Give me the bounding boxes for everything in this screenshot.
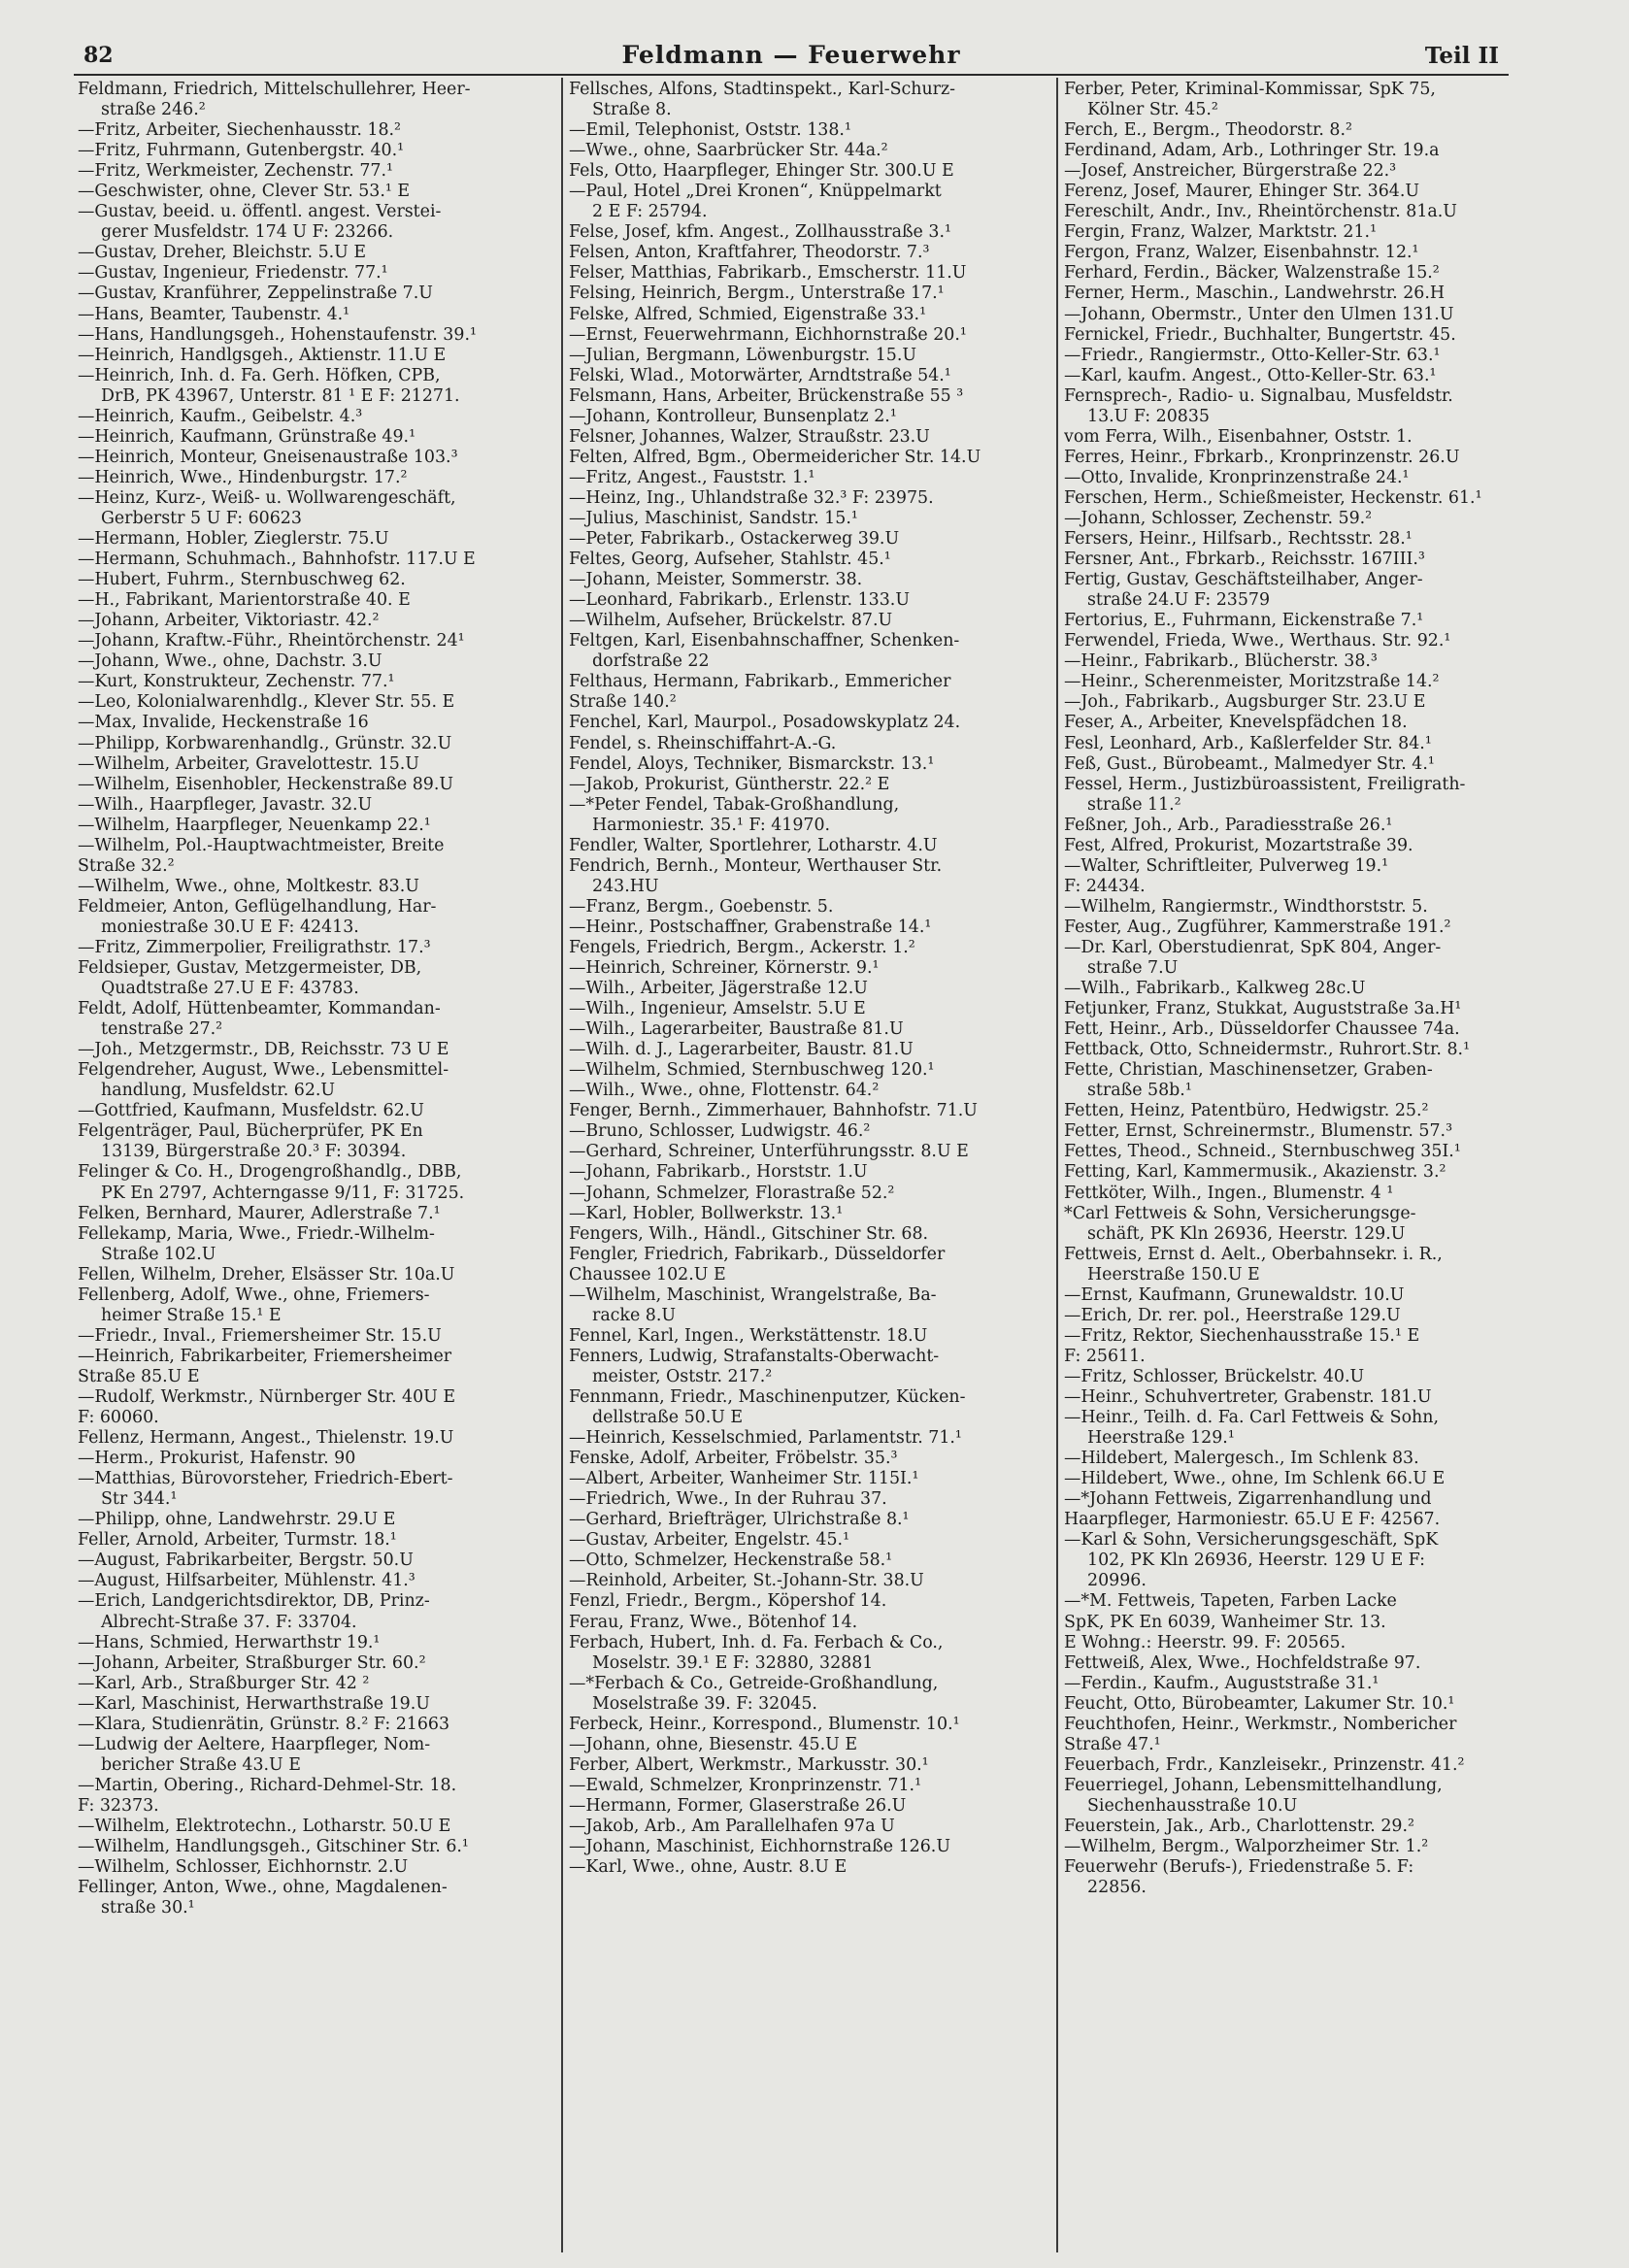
entry-line: —Martin, Obering., Richard-Dehmel-Str. 18.: [78, 1775, 457, 1795]
entry-line: —Johann, Meister, Sommerstr. 38.: [569, 570, 863, 590]
entry-line: Fettweiß, Alex, Wwe., Hochfeldstraße 97.: [1064, 1652, 1421, 1673]
entry-line: —Wilhelm, Pol.-Hauptwachtmeister, Breite: [78, 835, 445, 855]
entry-line: Fengler, Friedrich, Fabrikarb., Düsseldorfer: [569, 1244, 946, 1264]
entry-line: handlung, Musfeldstr. 62.U: [101, 1081, 336, 1101]
entry-line: —Johann, Obermstr., Unter den Ulmen 131.U: [1064, 304, 1454, 324]
entry-line: —Johann, Schmelzer, Florastraße 52.²: [569, 1183, 895, 1203]
entry-line: vom Ferra, Wilh., Eisenbahner, Oststr. 1.: [1064, 426, 1413, 447]
entry-line: —Gustav, Ingenieur, Friedenstr. 77.¹: [78, 263, 388, 284]
entry-line: —Ernst, Kaufmann, Grunewaldstr. 10.U: [1064, 1284, 1405, 1305]
entry-line: —Wwe., ohne, Saarbrücker Str. 44a.²: [569, 141, 888, 161]
entry-line: —Hans, Beamter, Taubenstr. 4.¹: [78, 304, 350, 324]
entry-line: —Fritz, Schlosser, Brückelstr. 40.U: [1064, 1366, 1365, 1386]
entry-line: Felgendreher, August, Wwe., Lebensmittel-: [78, 1060, 449, 1081]
entry-line: —Klara, Studienrätin, Grünstr. 8.² F: 21663: [78, 1714, 450, 1734]
entry-line: Straße 8.: [592, 100, 672, 120]
entry-line: Fendel, s. Rheinschiffahrt-A.-G.: [569, 733, 837, 753]
entry-line: Fenchel, Karl, Maurpol., Posadowskyplatz 24.: [569, 713, 961, 733]
entry-line: F: 32373.: [78, 1795, 159, 1816]
entry-line: —Heinrich, Wwe., Hindenburgstr. 17.²: [78, 467, 408, 487]
entry-line: Chaussee 102.U E: [569, 1264, 726, 1284]
entry-line: Fetter, Ernst, Schreinermstr., Blumenstr. 57.³: [1064, 1121, 1453, 1142]
entry-line: —Wilh., Lagerarbeiter, Baustraße 81.U: [569, 1019, 904, 1040]
entry-line: Straße 140.²: [569, 692, 677, 713]
entry-line: heimer Straße 15.¹ E: [101, 1305, 282, 1325]
entry-line: Straße 32.²: [78, 855, 175, 876]
entry-line: —Erich, Landgerichtsdirektor, DB, Prinz-: [78, 1591, 430, 1612]
entry-line: —*M. Fettweis, Tapeten, Farben Lacke: [1064, 1591, 1397, 1612]
entry-line: —Heinrich, Fabrikarbeiter, Friemersheimer: [78, 1346, 452, 1366]
entry-line: Felinger & Co. H., Drogengroßhandlg., DBB,: [78, 1162, 462, 1183]
entry-line: Fellen, Wilhelm, Dreher, Elsässer Str. 10a.U: [78, 1264, 455, 1284]
entry-line: —Jakob, Prokurist, Güntherstr. 22.² E: [569, 774, 890, 794]
entry-line: Fengers, Wilh., Händl., Gitschiner Str. 68.: [569, 1223, 929, 1244]
entry-line: Straße 47.¹: [1064, 1734, 1161, 1754]
entry-line: —Gottfried, Kaufmann, Musfeldstr. 62.U: [78, 1101, 424, 1121]
entry-line: —*Johann Fettweis, Zigarrenhandlung und: [1064, 1489, 1432, 1510]
entry-line: Fenske, Adolf, Arbeiter, Fröbelstr. 35.³: [569, 1449, 898, 1469]
entry-line: Felske, Alfred, Schmied, Eigenstraße 33.¹: [569, 304, 927, 324]
entry-line: Felsing, Heinrich, Bergm., Unterstraße 17.¹: [569, 284, 945, 304]
entry-line: —Wilh., Wwe., ohne, Flottenstr. 64.²: [569, 1081, 880, 1101]
entry-line: Feldt, Adolf, Hüttenbeamter, Kommandan-: [78, 999, 441, 1019]
entry-line: Ferschen, Herm., Schießmeister, Heckenstr. 61.¹: [1064, 487, 1482, 508]
page-header: [74, 39, 1509, 78]
entry-line: Feldmeier, Anton, Geflügelhandlung, Har-: [78, 896, 437, 917]
entry-line: —Gustav, Kranführer, Zeppelinstraße 7.U: [78, 284, 433, 304]
entry-line: —Wilhelm, Haarpfleger, Neuenkamp 22.¹: [78, 815, 431, 835]
entry-line: straße 58b.¹: [1087, 1081, 1192, 1101]
entry-line: F: 24434.: [1064, 876, 1146, 896]
entry-line: Fergin, Franz, Walzer, Marktstr. 21.¹: [1064, 222, 1378, 243]
entry-line: Ferber, Albert, Werkmstr., Markusstr. 30.¹: [569, 1754, 929, 1775]
entry-line: —Paul, Hotel „Drei Kronen“, Knüppelmarkt: [569, 182, 942, 202]
entry-line: —Heinrich, Handlgsgeh., Aktienstr. 11.U E: [78, 345, 447, 365]
entry-line: Felsmann, Hans, Arbeiter, Brückenstraße 55 ³: [569, 385, 964, 406]
entry-line: —Karl, Maschinist, Herwarthstraße 19.U: [78, 1693, 430, 1714]
page-title: Feldmann — Feuerwehr: [621, 41, 961, 69]
entry-line: —Heinz, Ing., Uhlandstraße 32.³ F: 23975.: [569, 487, 934, 508]
entry-line: 13.U F: 20835: [1087, 406, 1210, 426]
entry-line: —Wilh., Haarpfleger, Javastr. 32.U: [78, 794, 373, 815]
entry-line: Ferhard, Ferdin., Bäcker, Walzenstraße 15.²: [1064, 263, 1440, 284]
entry-line: Fettback, Otto, Schneidermstr., Ruhrort.Str. 8.¹: [1064, 1040, 1471, 1060]
entry-line: —Hildebert, Malergesch., Im Schlenk 83.: [1064, 1449, 1419, 1469]
entry-line: —Fritz, Angest., Fauststr. 1.¹: [569, 467, 815, 487]
entry-line: —Matthias, Bürovorsteher, Friedrich-Ebert-: [78, 1469, 453, 1489]
entry-line: tenstraße 27.²: [101, 1019, 223, 1040]
entry-line: SpK, PK En 6039, Wanheimer Str. 13.: [1064, 1612, 1386, 1632]
entry-line: Feldmann, Friedrich, Mittelschullehrer, Heer-: [78, 80, 471, 99]
entry-line: —Wilh., Fabrikarb., Kalkweg 28c.U: [1064, 979, 1366, 999]
entry-line: —Johann, Arbeiter, Viktoriastr. 42.²: [78, 611, 380, 631]
entry-line: —Ludwig der Aeltere, Haarpfleger, Nom-: [78, 1734, 431, 1754]
entry-line: Feltes, Georg, Aufseher, Stahlstr. 45.¹: [569, 550, 891, 570]
entry-line: —Friedr., Inval., Friemersheimer Str. 15.U: [78, 1325, 442, 1346]
entry-line: —Heinrich, Kaufm., Geibelstr. 4.³: [78, 406, 363, 426]
entry-line: Felser, Matthias, Fabrikarb., Emscherstr. 11.U: [569, 263, 967, 284]
entry-line: —Johann, Fabrikarb., Horststr. 1.U: [569, 1162, 868, 1183]
entry-line: Quadtstraße 27.U E F: 43783.: [101, 979, 359, 999]
entry-line: Fereschilt, Andr., Inv., Rheintörchenstr. 81a.U: [1064, 202, 1457, 222]
entry-line: —Otto, Invalide, Kronprinzenstraße 24.¹: [1064, 467, 1410, 487]
entry-line: Feß, Gust., Bürobeamt., Malmedyer Str. 4.¹: [1064, 753, 1435, 774]
entry-line: Fest, Alfred, Prokurist, Mozartstraße 39.: [1064, 835, 1413, 855]
entry-line: —Joh., Metzgermstr., DB, Reichsstr. 73 U E: [78, 1040, 449, 1060]
page-number: 82: [83, 43, 114, 68]
entry-line: Fergon, Franz, Walzer, Eisenbahnstr. 12.¹: [1064, 243, 1419, 263]
entry-line: PK En 2797, Achterngasse 9/11, F: 31725.: [101, 1183, 465, 1203]
entry-line: Moselstraße 39. F: 32045.: [592, 1693, 817, 1714]
entry-line: —Emil, Telephonist, Oststr. 138.¹: [569, 120, 851, 141]
entry-line: Fernsprech-, Radio- u. Signalbau, Musfeldstr.: [1064, 385, 1453, 406]
entry-line: Fette, Christian, Maschinensetzer, Graben-: [1064, 1060, 1433, 1081]
entry-line: Fellenz, Hermann, Angest., Thielenstr. 19.U: [78, 1428, 454, 1449]
entry-line: —Hans, Schmied, Herwarthstr 19.¹: [78, 1632, 381, 1652]
entry-line: —Johann, ohne, Biesenstr. 45.U E: [569, 1734, 858, 1754]
entry-line: DrB, PK 43967, Unterstr. 81 ¹ E F: 21271.: [101, 385, 460, 406]
entry-line: 243.HU: [592, 876, 659, 896]
entry-line: Fennmann, Friedr., Maschinenputzer, Kücken-: [569, 1387, 966, 1407]
entry-line: —Albert, Arbeiter, Wanheimer Str. 115I.¹: [569, 1469, 919, 1489]
entry-line: —Heinrich, Inh. d. Fa. Gerh. Höfken, CPB,: [78, 365, 441, 385]
entry-line: Ferbach, Hubert, Inh. d. Fa. Ferbach & Co.,: [569, 1632, 944, 1652]
entry-line: —Erich, Dr. rer. pol., Heerstraße 129.U: [1064, 1305, 1401, 1325]
entry-line: —Fritz, Fuhrmann, Gutenbergstr. 40.¹: [78, 141, 405, 161]
entry-line: —Rudolf, Werkmstr., Nürnberger Str. 40U E: [78, 1387, 456, 1407]
entry-line: —Fritz, Zimmerpolier, Freiligrathstr. 17.³: [78, 937, 431, 957]
entry-line: racke 8.U: [592, 1305, 677, 1325]
entry-line: —Karl & Sohn, Versicherungsgeschäft, SpK: [1064, 1530, 1439, 1551]
entry-line: —Johann, Arbeiter, Straßburger Str. 60.²: [78, 1652, 426, 1673]
entry-line: Fett, Heinr., Arb., Düsseldorfer Chaussee 74a.: [1064, 1019, 1460, 1040]
entry-line: straße 7.U: [1087, 958, 1179, 979]
entry-line: *Carl Fettweis & Sohn, Versicherungsge-: [1064, 1203, 1416, 1223]
entry-line: Fellinger, Anton, Wwe., ohne, Magdalenen-: [78, 1878, 448, 1898]
entry-line: —Wilhelm, Arbeiter, Gravelottestr. 15.U: [78, 753, 419, 774]
entry-line: Felken, Bernhard, Maurer, Adlerstraße 7.¹: [78, 1203, 441, 1223]
entry-line: Moselstr. 39.¹ E F: 32880, 32881: [592, 1652, 874, 1673]
entry-line: Gerberstr 5 U F: 60623: [101, 508, 302, 528]
entry-line: —Heinz, Kurz-, Weiß- u. Wollwarengeschäft,: [78, 487, 456, 508]
entry-line: Fellenberg, Adolf, Wwe., ohne, Friemers-: [78, 1284, 430, 1305]
entry-line: 20996.: [1087, 1571, 1147, 1591]
entry-line: —Max, Invalide, Heckenstraße 16: [78, 713, 369, 733]
entry-line: Fels, Otto, Haarpfleger, Ehinger Str. 300.U E: [569, 161, 954, 182]
entry-line: —Wilhelm, Wwe., ohne, Moltkestr. 83.U: [78, 876, 419, 896]
entry-line: —Wilhelm, Schlosser, Eichhornstr. 2.U: [78, 1857, 409, 1878]
entry-line: —Franz, Bergm., Goebenstr. 5.: [569, 896, 834, 917]
entry-line: 22856.: [1087, 1878, 1147, 1898]
entry-line: —Ernst, Feuerwehrmann, Eichhornstraße 20.¹: [569, 324, 967, 345]
entry-line: —Karl, Hobler, Bollwerkstr. 13.¹: [569, 1203, 844, 1223]
entry-line: —Hans, Handlungsgeh., Hohenstaufenstr. 39.¹: [78, 324, 477, 345]
entry-line: —Johann, Kraftw.-Führ., Rheintörchenstr. 24¹: [78, 631, 465, 651]
entry-line: —Johann, Schlosser, Zechenstr. 59.²: [1064, 508, 1373, 528]
entry-line: Fendler, Walter, Sportlehrer, Lotharstr. 4.U: [569, 835, 938, 855]
entry-line: Feltgen, Karl, Eisenbahnschaffner, Schenken-: [569, 631, 960, 651]
entry-line: Felsner, Johannes, Walzer, Straußstr. 23.U: [569, 426, 930, 447]
entry-line: —Walter, Schriftleiter, Pulverweg 19.¹: [1064, 855, 1389, 876]
entry-line: —Wilh. d. J., Lagerarbeiter, Baustr. 81.U: [569, 1040, 914, 1060]
entry-line: meister, Oststr. 217.²: [592, 1366, 773, 1386]
entry-line: Fellekamp, Maria, Wwe., Friedr.-Wilhelm-: [78, 1223, 435, 1244]
entry-line: —Gerhard, Schreiner, Unterführungsstr. 8.U E: [569, 1142, 969, 1162]
entry-line: —Gustav, Dreher, Bleichstr. 5.U E: [78, 243, 367, 263]
entry-line: —Herm., Prokurist, Hafenstr. 90: [78, 1449, 356, 1469]
entry-line: Straße 102.U: [101, 1244, 216, 1264]
entry-line: —Heinr., Schuhvertreter, Grabenstr. 181.U: [1064, 1387, 1432, 1407]
entry-line: —Hubert, Fuhrm., Sternbuschweg 62.: [78, 570, 406, 590]
entry-line: Feser, A., Arbeiter, Knevelspfädchen 18.: [1064, 713, 1408, 733]
entry-line: Fetjunker, Franz, Stukkat, Auguststraße 3a.H¹: [1064, 999, 1462, 1019]
entry-line: —Fritz, Rektor, Siechenhausstraße 15.¹ E: [1064, 1325, 1420, 1346]
entry-line: straße 24.U F: 23579: [1087, 590, 1271, 611]
entry-line: —Hermann, Schuhmach., Bahnhofstr. 117.U E: [78, 550, 476, 570]
entry-line: Ferch, E., Bergm., Theodorstr. 8.²: [1064, 120, 1352, 141]
entry-line: —Julian, Bergmann, Löwenburgstr. 15.U: [569, 345, 917, 365]
entry-line: Fetting, Karl, Kammermusik., Akazienstr. 3.²: [1064, 1162, 1446, 1183]
entry-line: Fessel, Herm., Justizbüroassistent, Freiligrath-: [1064, 774, 1466, 794]
entry-line: Fettköter, Wilh., Ingen., Blumenstr. 4 ¹: [1064, 1183, 1394, 1203]
entry-line: Ferwendel, Frieda, Wwe., Werthaus. Str. 92.¹: [1064, 631, 1451, 651]
entry-line: Felski, Wlad., Motorwärter, Arndtstraße 54.¹: [569, 365, 951, 385]
entry-line: —Heinr., Teilh. d. Fa. Carl Fettweis & Sohn,: [1064, 1408, 1439, 1428]
entry-line: —Heinrich, Monteur, Gneisenaustraße 103.³: [78, 447, 458, 467]
entry-line: Feuerriegel, Johann, Lebensmittelhandlung,: [1064, 1775, 1443, 1795]
entry-line: Feldsieper, Gustav, Metzgermeister, DB,: [78, 958, 422, 979]
entry-line: straße 246.²: [101, 100, 206, 120]
entry-line: Feuerbach, Frdr., Kanzleisekr., Prinzenstr. 41.²: [1064, 1754, 1465, 1775]
column-1: [78, 80, 551, 2254]
entry-line: Felse, Josef, kfm. Angest., Zollhausstraße 3.¹: [569, 222, 951, 243]
entry-line: —Friedrich, Wwe., In der Ruhrau 37.: [569, 1489, 887, 1510]
column-divider-1: [561, 78, 563, 2252]
entry-line: Siechenhausstraße 10.U: [1087, 1795, 1298, 1816]
entry-line: —August, Hilfsarbeiter, Mühlenstr. 41.³: [78, 1571, 416, 1591]
entry-line: —Johann, Maschinist, Eichhornstraße 126.U: [569, 1837, 950, 1857]
entry-line: dorfstraße 22: [592, 651, 710, 672]
entry-line: Fendrich, Bernh., Monteur, Werthauser Str.: [569, 855, 943, 876]
entry-line: —Heinr., Fabrikarb., Blücherstr. 38.³: [1064, 651, 1378, 672]
entry-line: F: 60060.: [78, 1408, 159, 1428]
entry-line: 102, PK Kln 26936, Heerstr. 129 U E F:: [1087, 1551, 1425, 1571]
entry-line: Fenzl, Friedr., Bergm., Köpershof 14.: [569, 1591, 887, 1612]
entry-line: —Ferdin., Kaufm., Auguststraße 31.¹: [1064, 1673, 1380, 1693]
entry-line: —H., Fabrikant, Marientorstraße 40. E: [78, 590, 411, 611]
entry-line: gerer Musfeldstr. 174 U F: 23266.: [101, 222, 394, 243]
entry-line: —*Ferbach & Co., Getreide-Großhandlung,: [569, 1673, 939, 1693]
entry-line: —Wilhelm, Elektrotechn., Lotharstr. 50.U E: [78, 1816, 451, 1836]
entry-line: Ferber, Peter, Kriminal-Kommissar, SpK 75,: [1064, 80, 1436, 99]
entry-line: —Gustav, Arbeiter, Engelstr. 45.¹: [569, 1530, 850, 1551]
entry-line: Feßner, Joh., Arb., Paradiesstraße 26.¹: [1064, 815, 1393, 835]
header-rule: [74, 74, 1509, 76]
entry-line: —Leo, Kolonialwarenhdlg., Klever Str. 55. E: [78, 692, 455, 713]
entry-line: —Josef, Anstreicher, Bürgerstraße 22.³: [1064, 161, 1397, 182]
entry-line: —Dr. Karl, Oberstudienrat, SpK 804, Anger-: [1064, 937, 1442, 957]
entry-line: Ferbeck, Heinr., Korrespond., Blumenstr. 10.¹: [569, 1714, 960, 1734]
entry-line: Albrecht-Straße 37. F: 33704.: [101, 1612, 357, 1632]
entry-line: —Ewald, Schmelzer, Kronprinzenstr. 71.¹: [569, 1775, 922, 1795]
entry-line: Fertorius, E., Fuhrmann, Eickenstraße 7.¹: [1064, 611, 1424, 631]
entry-line: Fengels, Friedrich, Bergm., Ackerstr. 1.²: [569, 937, 915, 957]
entry-line: straße 11.²: [1087, 794, 1181, 815]
entry-line: Fendel, Aloys, Techniker, Bismarckstr. 13.¹: [569, 753, 935, 774]
entry-line: 2 E F: 25794.: [592, 202, 708, 222]
entry-line: Feucht, Otto, Bürobeamter, Lakumer Str. 10.¹: [1064, 1693, 1455, 1714]
entry-line: Str 344.¹: [101, 1489, 178, 1510]
entry-line: Fenners, Ludwig, Strafanstalts-Oberwacht-: [569, 1346, 940, 1366]
entry-line: Haarpfleger, Harmoniestr. 65.U E F: 42567.: [1064, 1510, 1441, 1530]
entry-line: —Friedr., Rangiermstr., Otto-Keller-Str. 63.¹: [1064, 345, 1441, 365]
entry-line: Fester, Aug., Zugführer, Kammerstraße 191.²: [1064, 917, 1451, 937]
entry-line: —Johann, Kontrolleur, Bunsenplatz 2.¹: [569, 406, 897, 426]
entry-line: Ferner, Herm., Maschin., Landwehrstr. 26.H: [1064, 284, 1446, 304]
entry-line: —Wilh., Ingenieur, Amselstr. 5.U E: [569, 999, 866, 1019]
entry-line: —Fritz, Werkmeister, Zechenstr. 77.¹: [78, 161, 393, 182]
entry-line: —Karl, Wwe., ohne, Austr. 8.U E: [569, 1857, 848, 1878]
entry-line: —*Peter Fendel, Tabak-Großhandlung,: [569, 794, 900, 815]
entry-line: —Joh., Fabrikarb., Augsburger Str. 23.U E: [1064, 692, 1426, 713]
entry-line: Fersers, Heinr., Hilfsarb., Rechtsstr. 28.¹: [1064, 529, 1413, 550]
entry-line: Fetten, Heinz, Patentbüro, Hedwigstr. 25.²: [1064, 1101, 1429, 1121]
entry-line: Fennel, Karl, Ingen., Werkstättenstr. 18.U: [569, 1325, 928, 1346]
entry-line: Ferenz, Josef, Maurer, Ehinger Str. 364.U: [1064, 182, 1420, 202]
entry-line: —Kurt, Konstrukteur, Zechenstr. 77.¹: [78, 672, 395, 692]
entry-line: —Heinr., Scherenmeister, Moritzstraße 14.²: [1064, 672, 1440, 692]
entry-line: Ferau, Franz, Wwe., Bötenhof 14.: [569, 1612, 858, 1632]
entry-line: Feller, Arnold, Arbeiter, Turmstr. 18.¹: [78, 1530, 397, 1551]
entry-line: Ferres, Heinr., Fbrkarb., Kronprinzenstr. 26.U: [1064, 447, 1460, 467]
entry-line: Straße 85.U E: [78, 1366, 200, 1386]
entry-line: —Geschwister, ohne, Clever Str. 53.¹ E: [78, 182, 411, 202]
entry-line: —Peter, Fabrikarb., Ostackerweg 39.U: [569, 529, 900, 550]
entry-line: —Hermann, Hobler, Zieglerstr. 75.U: [78, 529, 389, 550]
entry-line: Fesl, Leonhard, Arb., Kaßlerfelder Str. 84.¹: [1064, 733, 1432, 753]
entry-line: —Wilhelm, Handlungsgeh., Gitschiner Str. 6.¹: [78, 1837, 469, 1857]
entry-line: —Gerhard, Briefträger, Ulrichstraße 8.¹: [569, 1510, 910, 1530]
entry-line: E Wohng.: Heerstr. 99. F: 20565.: [1064, 1632, 1346, 1652]
entry-line: Fersner, Ant., Fbrkarb., Reichsstr. 167III.³: [1064, 550, 1425, 570]
entry-line: Fernickel, Friedr., Buchhalter, Bungertstr. 45.: [1064, 324, 1456, 345]
entry-line: —Wilhelm, Schmied, Sternbuschweg 120.¹: [569, 1060, 935, 1081]
entry-line: —Fritz, Arbeiter, Siechenhausstr. 18.²: [78, 120, 402, 141]
entry-line: —Wilh., Arbeiter, Jägerstraße 12.U: [569, 979, 868, 999]
entry-line: Felgenträger, Paul, Bücherprüfer, PK En: [78, 1121, 423, 1142]
entry-line: —Gustav, beeid. u. öffentl. angest. Verstei-: [78, 202, 442, 222]
entry-line: —Leonhard, Fabrikarb., Erlenstr. 133.U: [569, 590, 910, 611]
entry-line: —Heinrich, Kaufmann, Grünstraße 49.¹: [78, 426, 416, 447]
entry-line: —Heinr., Postschaffner, Grabenstraße 14.¹: [569, 917, 932, 937]
entry-line: Felsen, Anton, Kraftfahrer, Theodorstr. 7.³: [569, 243, 930, 263]
entry-line: Fertig, Gustav, Geschäftsteilhaber, Anger-: [1064, 570, 1423, 590]
entry-line: Feuchthofen, Heinr., Werkmstr., Nombericher: [1064, 1714, 1457, 1734]
entry-line: —Heinrich, Schreiner, Körnerstr. 9.¹: [569, 958, 880, 979]
entry-line: —Hildebert, Wwe., ohne, Im Schlenk 66.U E: [1064, 1469, 1446, 1489]
entry-line: Heerstraße 150.U E: [1087, 1264, 1260, 1284]
entry-line: —Wilhelm, Eisenhobler, Heckenstraße 89.U: [78, 774, 454, 794]
part-label: Teil II: [1424, 43, 1499, 69]
entry-line: Heerstraße 129.¹: [1087, 1428, 1235, 1449]
entry-line: —Karl, kaufm. Angest., Otto-Keller-Str. 63.¹: [1064, 365, 1437, 385]
entry-line: Felthaus, Hermann, Fabrikarb., Emmericher: [569, 672, 951, 692]
entry-line: moniestraße 30.U E F: 42413.: [101, 917, 359, 937]
entry-line: —Johann, Wwe., ohne, Dachstr. 3.U: [78, 651, 382, 672]
entry-line: —Wilhelm, Maschinist, Wrangelstraße, Ba-: [569, 1284, 937, 1305]
entry-line: —Hermann, Former, Glaserstraße 26.U: [569, 1795, 907, 1816]
entry-line: —Heinrich, Kesselschmied, Parlamentstr. 71.¹: [569, 1428, 962, 1449]
entry-line: —Philipp, ohne, Landwehrstr. 29.U E: [78, 1510, 396, 1530]
entry-line: Harmoniestr. 35.¹ F: 41970.: [592, 815, 831, 835]
entry-line: Feuerstein, Jak., Arb., Charlottenstr. 29.²: [1064, 1816, 1414, 1836]
entry-line: —Wilhelm, Aufseher, Brückelstr. 87.U: [569, 611, 893, 631]
entry-line: —Otto, Schmelzer, Heckenstraße 58.¹: [569, 1551, 893, 1571]
entry-line: Kölner Str. 45.²: [1087, 100, 1218, 120]
entry-line: Feuerwehr (Berufs-), Friedenstraße 5. F:: [1064, 1857, 1414, 1878]
entry-line: straße 30.¹: [101, 1898, 195, 1918]
entry-line: —Wilhelm, Rangiermstr., Windthorststr. 5.: [1064, 896, 1428, 917]
column-divider-2: [1056, 78, 1058, 2252]
entry-line: —Reinhold, Arbeiter, St.-Johann-Str. 38.U: [569, 1571, 924, 1591]
entry-line: Ferdinand, Adam, Arb., Lothringer Str. 19.a: [1064, 141, 1440, 161]
entry-line: Felten, Alfred, Bgm., Obermeidericher Str. 14.U: [569, 447, 981, 467]
entry-line: 13139, Bürgerstraße 20.³ F: 30394.: [101, 1142, 407, 1162]
entry-line: schäft, PK Kln 26936, Heerstr. 129.U: [1087, 1223, 1406, 1244]
entry-line: —Karl, Arb., Straßburger Str. 42 ²: [78, 1673, 370, 1693]
entry-line: —Philipp, Korbwarenhandlg., Grünstr. 32.U: [78, 733, 452, 753]
entry-line: F: 25611.: [1064, 1346, 1146, 1366]
entry-line: Fettes, Theod., Schneid., Sternbuschweg 35I.¹: [1064, 1142, 1461, 1162]
entry-line: Fettweis, Ernst d. Aelt., Oberbahnsekr. i. R.,: [1064, 1244, 1443, 1264]
entry-line: —Jakob, Arb., Am Parallelhafen 97a U: [569, 1816, 895, 1836]
column-2: [569, 80, 1043, 2254]
entry-line: Fenger, Bernh., Zimmerhauer, Bahnhofstr. 71.U: [569, 1101, 978, 1121]
entry-line: —August, Fabrikarbeiter, Bergstr. 50.U: [78, 1551, 414, 1571]
entry-line: —Wilhelm, Bergm., Walporzheimer Str. 1.²: [1064, 1837, 1429, 1857]
entry-line: —Bruno, Schlosser, Ludwigstr. 46.²: [569, 1121, 871, 1142]
entry-line: dellstraße 50.U E: [592, 1408, 744, 1428]
entry-line: Fellsches, Alfons, Stadtinspekt., Karl-Schurz-: [569, 80, 956, 99]
entry-line: bericher Straße 43.U E: [101, 1754, 301, 1775]
column-3: [1064, 80, 1538, 2254]
entry-line: —Julius, Maschinist, Sandstr. 15.¹: [569, 508, 858, 528]
